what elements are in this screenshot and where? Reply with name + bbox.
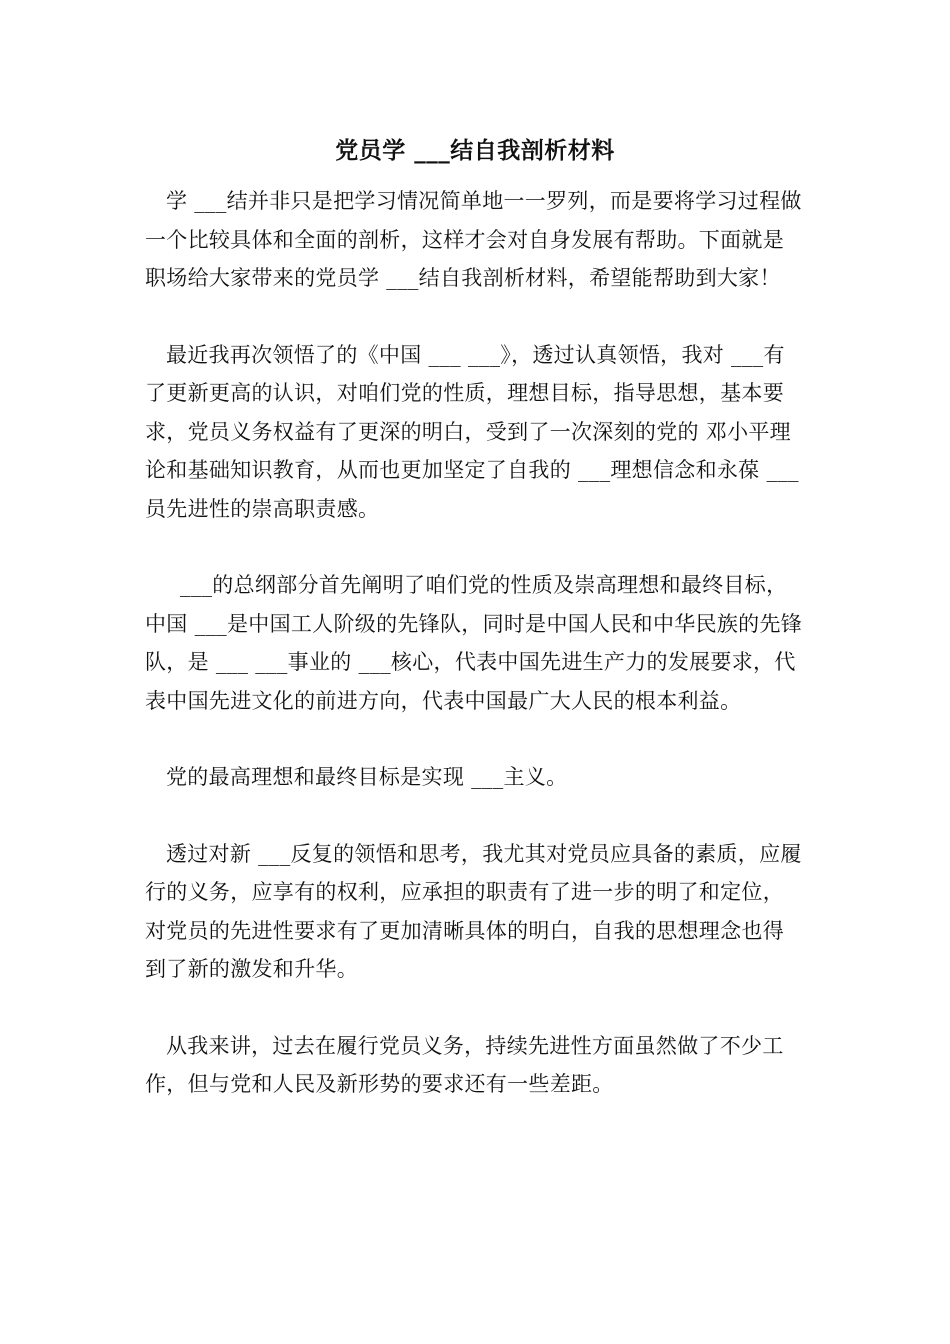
document-body: [145, 182, 805, 1142]
page-title: 党员学 ___结自我剖析材料: [335, 137, 615, 164]
paragraph-intro: 学 ___结并非只是把学习情况简单地一一罗列，而是要将学习过程做一个比较具体和全面的剖析，这样才会对自身发展有帮助。下面就是职场给大家带来的党员学 ___结自我剖析材料，希望能帮助到大家！: [145, 189, 802, 290]
paragraph-member-duties: 透过对新 ___反复的领悟和思考，我尤其对党员应具备的素质，应履行的义务，应享有的权利，应承担的职责有了进一步的明了和定位，对党员的先进性要求有了更加清晰具体的明白，自我的思想理念也得到了新的激发和升华。: [145, 841, 802, 981]
paragraph-general-principles: ___的总纲部分首先阐明了咱们党的性质及崇高理想和最终目标，中国 ___是中国工人阶级的先锋队，同时是中国人民和中华民族的先锋队，是 ___ ___事业的 ___核心，代表中国先进生产力的发展要求，代表中国先进文化的前进方向，代表中国最广大人民的根本利益。: [145, 573, 803, 713]
paragraph-study-reflection: 最近我再次领悟了的《中国 ___ ___》，透过认真领悟，我对 ___有了更新更高的认识，对咱们党的性质，理想目标，指导思想，基本要求，党员义务权益有了更深的明白，受到了一次深刻的党的 邓小平理论和基础知识教育，从而也更加坚定了自我的 ___理想信念和永葆 ___员先进性的崇高职责感。: [145, 342, 799, 521]
paragraph-self-assessment: 从我来讲，过去在履行党员义务，持续先进性方面虽然做了不少工作，但与党和人民及新形势的要求还有一些差距。: [145, 1033, 784, 1096]
paragraph-ultimate-goal: 党的最高理想和最终目标是实现 ___主义。: [145, 765, 568, 789]
